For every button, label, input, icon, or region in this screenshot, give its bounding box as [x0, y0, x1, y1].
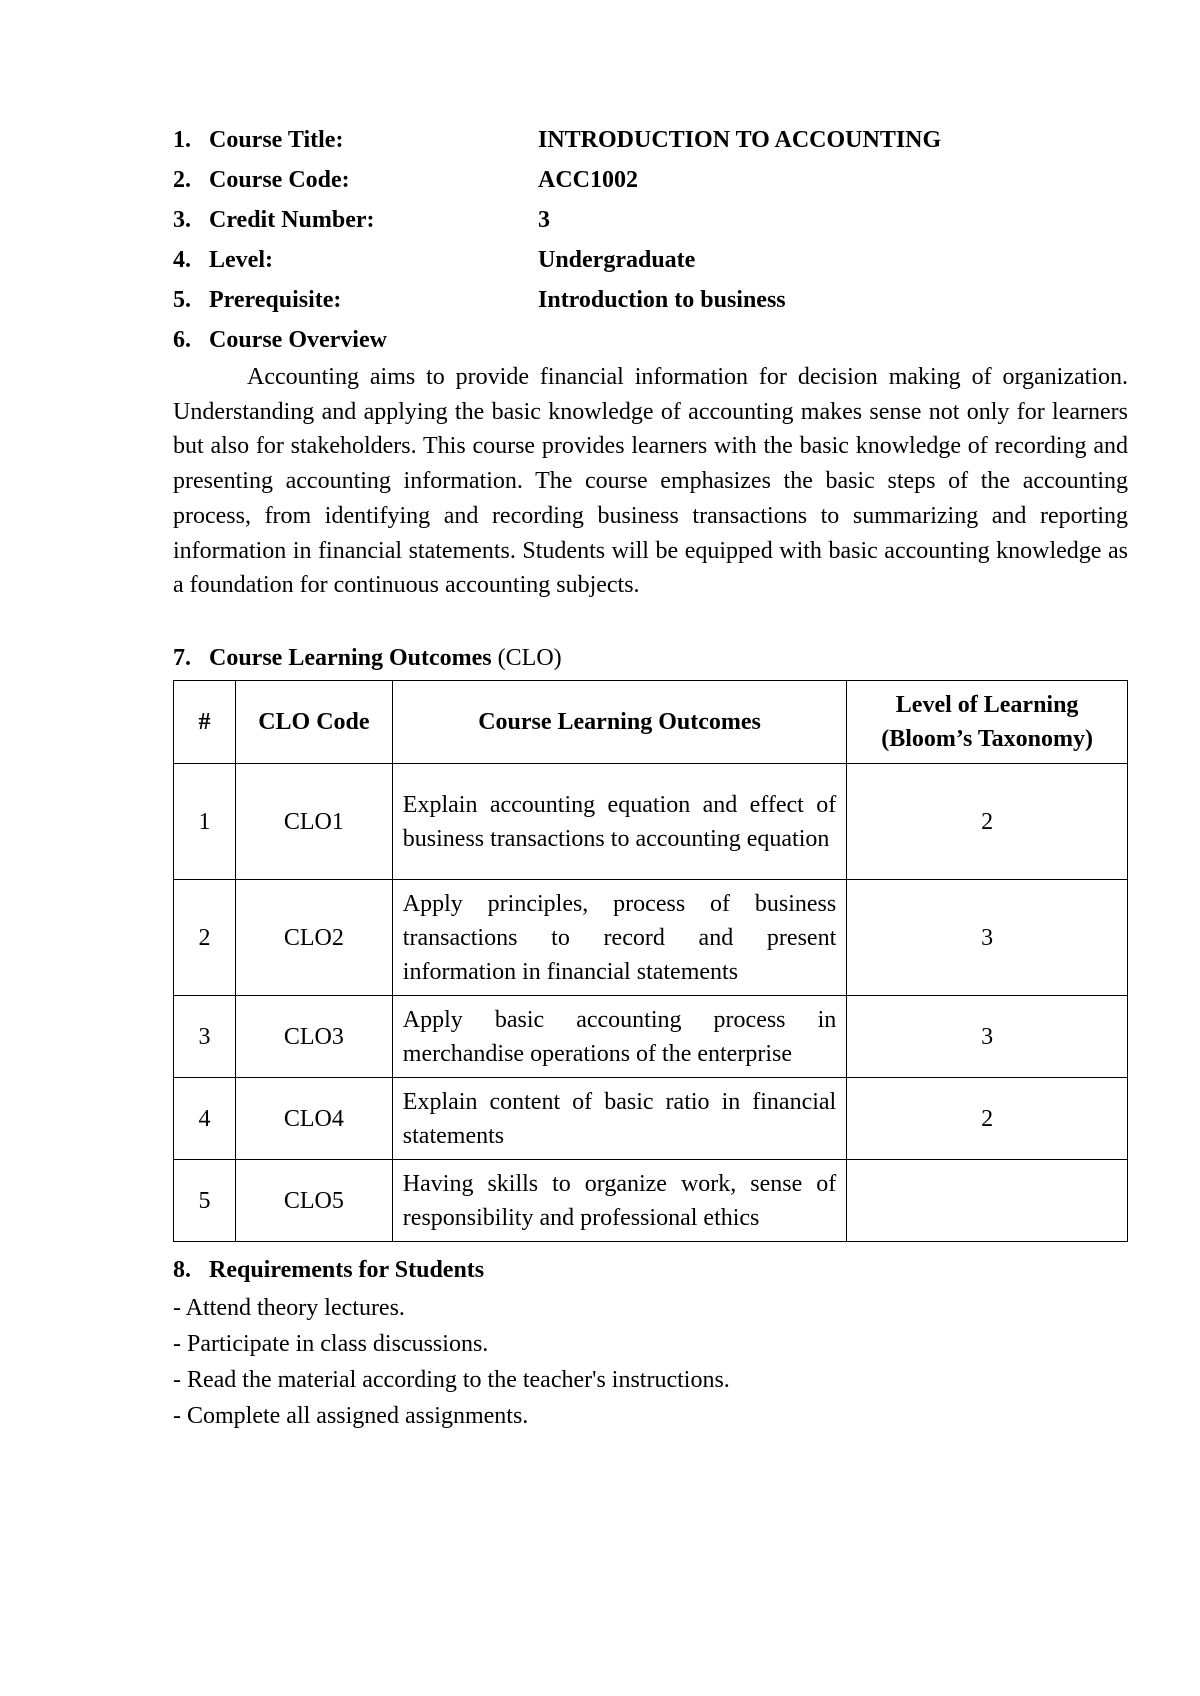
level-row [173, 240, 1128, 280]
clo-level [847, 1160, 1128, 1242]
course-code-label: Course Code: [209, 167, 350, 193]
course-info [173, 120, 1128, 320]
list-item: - Participate in class discussions. [173, 1331, 489, 1357]
clo-heading-suffix: (CLO) [497, 645, 562, 671]
level-label: Level: [209, 247, 273, 273]
overview-heading [173, 320, 1128, 360]
course-title-label: Course Title: [209, 127, 344, 153]
clo-code: CLO3 [235, 996, 392, 1078]
table-row [174, 880, 1128, 996]
syllabus-page [173, 120, 1128, 1434]
credit-number-label: Credit Number: [209, 207, 375, 233]
item-number: 3. [173, 207, 191, 233]
row-index: 3 [174, 996, 236, 1078]
clo-code: CLO1 [235, 764, 392, 880]
clo-heading [173, 638, 1128, 678]
clo-level: 2 [847, 1078, 1128, 1160]
column-header-code: CLO Code [235, 681, 392, 764]
list-item: - Complete all assigned assignments. [173, 1403, 529, 1429]
overview-paragraph: Accounting aims to provide financial information for decision making of organization. Understanding and applying the basic knowledge of accounting makes sense not only for learners but also for stakeholders. This course provides learners with the basic knowledge of recording and presenting accounting information. The course emphasizes the basic steps of the accounting process, from identifying and recording business transactions to summarizing and reporting information in financial statements. Students will be equipped with basic accounting knowledge as a foundation for continuous accounting subjects. [173, 364, 1128, 599]
clo-outcome: Explain content of basic ratio in financial statements [392, 1078, 846, 1160]
table-row [174, 996, 1128, 1078]
clo-code: CLO2 [235, 880, 392, 996]
clo-level: 3 [847, 996, 1128, 1078]
level-header-line2: (Bloom’s Taxonomy) [881, 726, 1094, 752]
row-index: 2 [174, 880, 236, 996]
table-row [174, 764, 1128, 880]
item-number: 1. [173, 127, 191, 153]
item-number: 4. [173, 247, 191, 273]
section-number: 6. [173, 327, 191, 353]
section-number: 7. [173, 645, 191, 671]
section-number: 8. [173, 1257, 191, 1283]
requirements-section [173, 1250, 1128, 1434]
item-number: 2. [173, 167, 191, 193]
table-row [174, 1160, 1128, 1242]
table-header-row [174, 681, 1128, 764]
column-header-index: # [174, 681, 236, 764]
item-number: 5. [173, 287, 191, 313]
clo-outcome: Apply principles, process of business transactions to record and present information in financial statements [392, 880, 846, 996]
table-row [174, 1078, 1128, 1160]
credit-number-row [173, 200, 1128, 240]
clo-outcome: Explain accounting equation and effect of business transactions to accounting equation [392, 764, 846, 880]
clo-code: CLO5 [235, 1160, 392, 1242]
clo-heading-label [209, 638, 562, 678]
prerequisite-label: Prerequisite: [209, 287, 342, 313]
clo-outcome: Having skills to organize work, sense of responsibility and professional ethics [392, 1160, 846, 1242]
credit-number-value: 3 [538, 207, 550, 233]
column-header-level [847, 681, 1128, 764]
clo-table [173, 680, 1128, 1242]
row-index: 4 [174, 1078, 236, 1160]
level-value: Undergraduate [538, 247, 696, 273]
course-code-row [173, 160, 1128, 200]
prerequisite-value: Introduction to business [538, 287, 786, 313]
clo-level: 2 [847, 764, 1128, 880]
overview-heading-text: Course Overview [209, 327, 387, 353]
course-code-value: ACC1002 [538, 167, 638, 193]
row-index: 5 [174, 1160, 236, 1242]
requirements-heading-text: Requirements for Students [209, 1257, 485, 1283]
clo-code: CLO4 [235, 1078, 392, 1160]
column-header-outcome: Course Learning Outcomes [392, 681, 846, 764]
clo-heading-text: Course Learning Outcomes [209, 645, 492, 671]
level-header-line1: Level of Learning [895, 692, 1079, 718]
prerequisite-row [173, 280, 1128, 320]
list-item: - Read the material according to the teacher's instructions. [173, 1367, 730, 1393]
list-item: - Attend theory lectures. [173, 1295, 405, 1321]
row-index: 1 [174, 764, 236, 880]
requirements-heading [173, 1250, 1128, 1290]
clo-level: 3 [847, 880, 1128, 996]
course-title-value: INTRODUCTION TO ACCOUNTING [538, 127, 942, 153]
clo-outcome: Apply basic accounting process in merchandise operations of the enterprise [392, 996, 846, 1078]
course-title-row [173, 120, 1128, 160]
